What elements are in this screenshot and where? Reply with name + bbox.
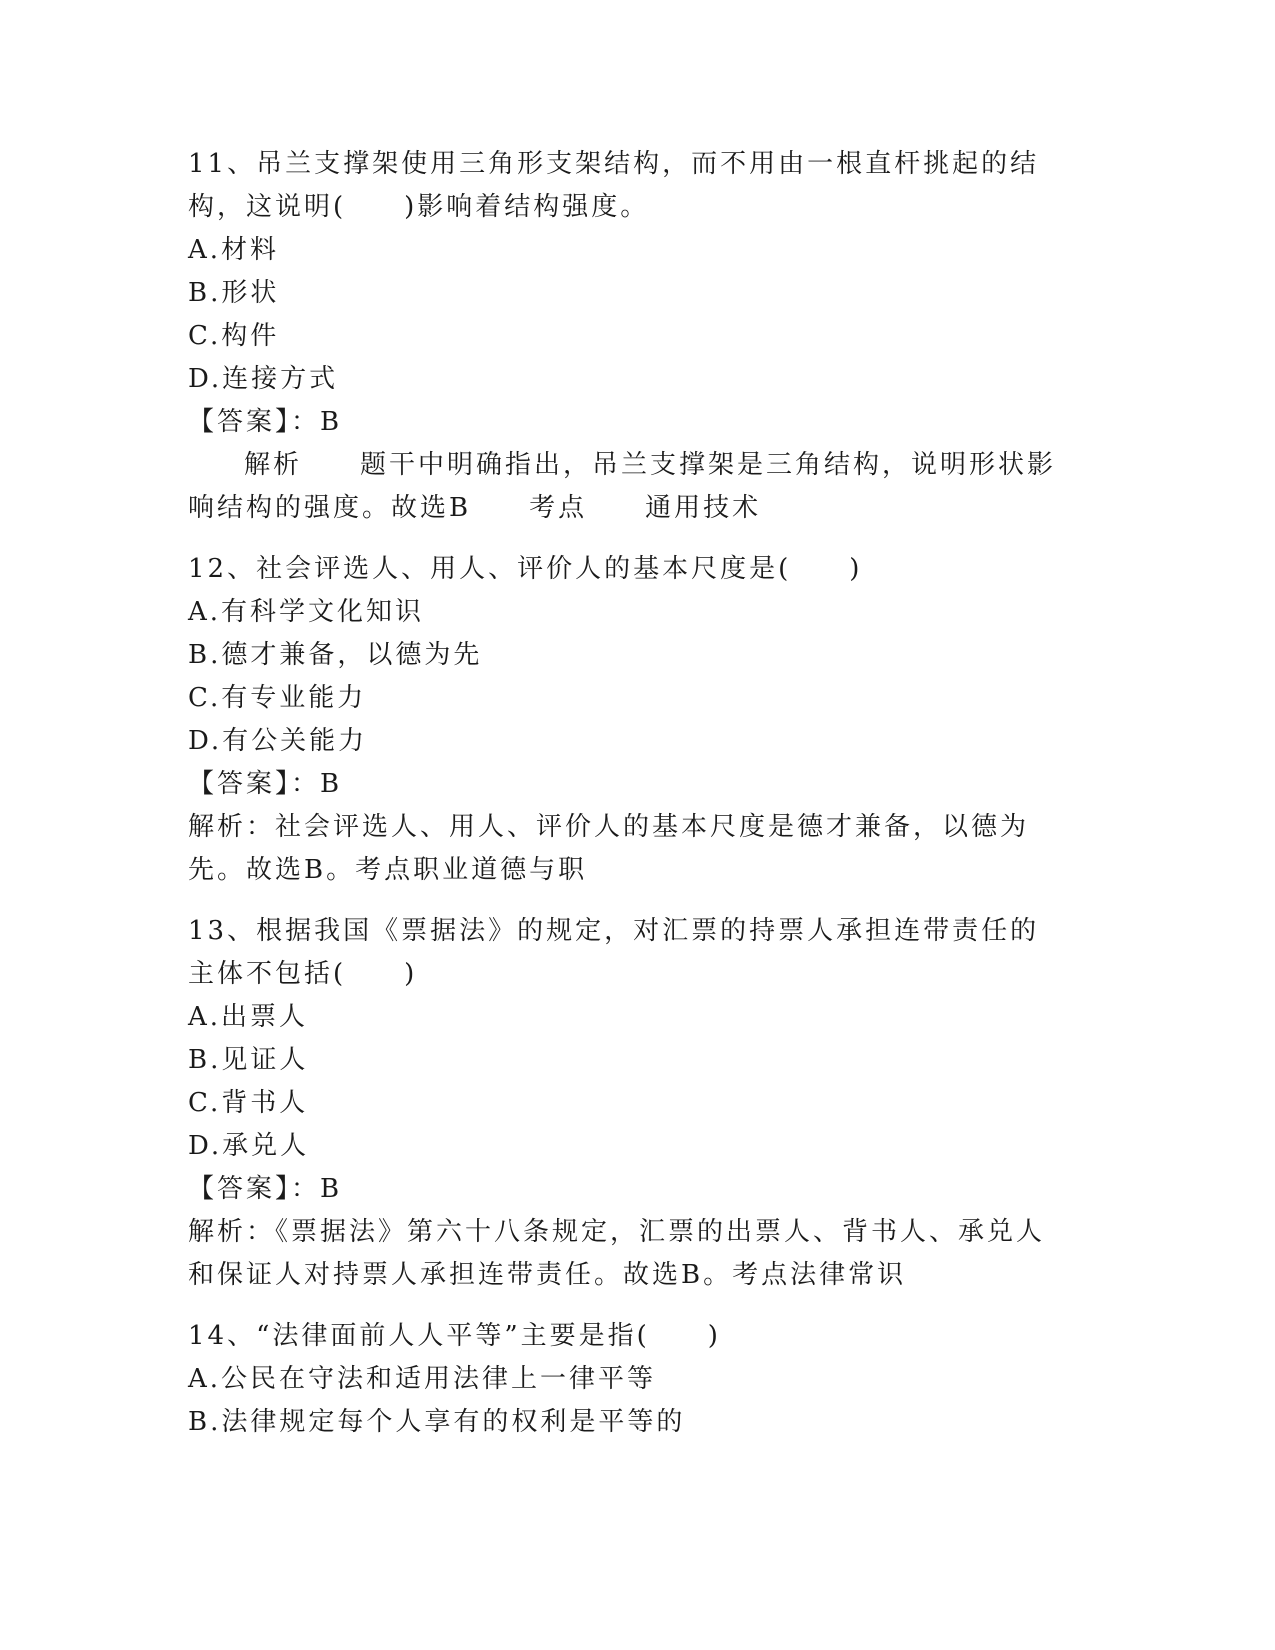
option-d: D.承兑人 <box>188 1131 310 1161</box>
option-a: A.材料 <box>188 235 280 265</box>
question-11 <box>188 143 1068 530</box>
question-12 <box>188 548 1068 892</box>
answer-line: 【答案】：B <box>188 769 343 799</box>
question-stem: 14、“法律面前人人平等”主要是指( ) <box>188 1321 721 1351</box>
question-14 <box>188 1315 1068 1444</box>
option-d: D.有公关能力 <box>188 726 368 756</box>
option-a: A.有科学文化知识 <box>188 597 425 627</box>
option-a: A.公民在守法和适用法律上一律平等 <box>188 1364 657 1394</box>
option-c: C.有专业能力 <box>188 683 367 713</box>
document-page <box>188 143 1068 1444</box>
answer-line: 【答案】：B <box>188 407 343 437</box>
explanation: 解析：社会评选人、用人、评价人的基本尺度是德才兼备，以德为先。故选B。考点职业道德与职 <box>188 812 1030 885</box>
option-d: D.连接方式 <box>188 364 339 394</box>
question-stem: 12、社会评选人、用人、评价人的基本尺度是( ) <box>188 554 863 584</box>
question-stem: 13、根据我国《票据法》的规定，对汇票的持票人承担连带责任的主体不包括( ) <box>188 916 1040 989</box>
option-a: A.出票人 <box>188 1002 309 1032</box>
explanation: 解析 题干中明确指出，吊兰支撑架是三角结构，说明形状影响结构的强度。故选B 考点 通用技术 <box>188 450 1057 523</box>
option-b: B.德才兼备，以德为先 <box>188 640 483 670</box>
explanation: 解析：《票据法》第六十八条规定，汇票的出票人、背书人、承兑人和保证人对持票人承担连带责任。故选B。考点法律常识 <box>188 1217 1046 1290</box>
option-b: B.见证人 <box>188 1045 309 1075</box>
answer-line: 【答案】：B <box>188 1174 343 1204</box>
question-stem: 11、吊兰支撑架使用三角形支架结构，而不用由一根直杆挑起的结构，这说明( )影响着结构强度。 <box>188 149 1040 222</box>
option-b: B.法律规定每个人享有的权利是平等的 <box>188 1407 686 1437</box>
option-c: C.构件 <box>188 321 280 351</box>
question-13 <box>188 910 1068 1297</box>
option-b: B.形状 <box>188 278 280 308</box>
option-c: C.背书人 <box>188 1088 309 1118</box>
